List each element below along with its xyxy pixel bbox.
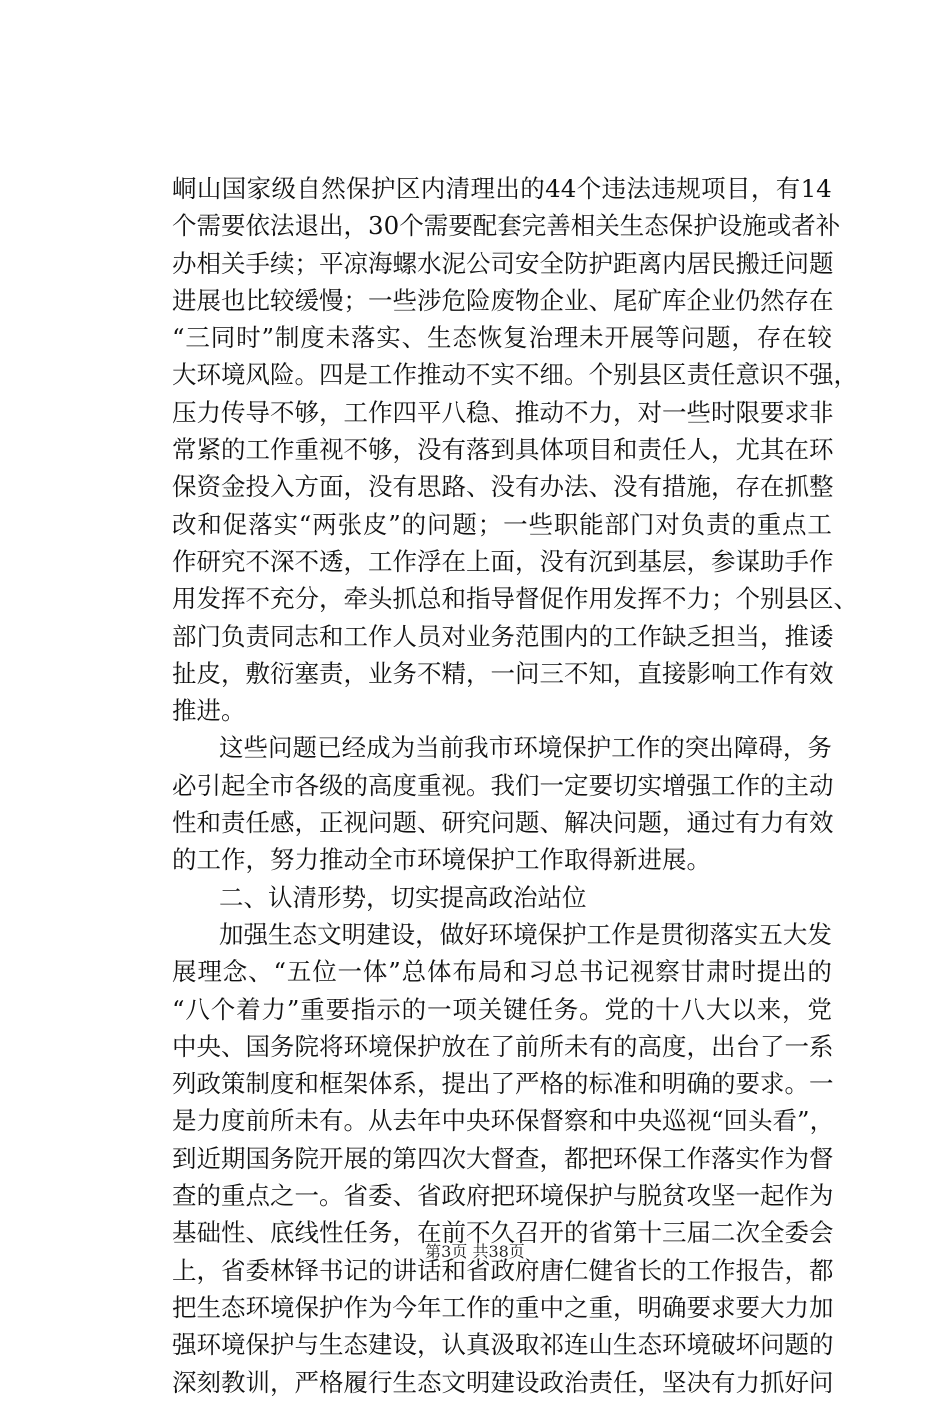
text-line: 中 央 、 国 务 院 将 环 境 保 护 放 在 了 前 所 未 有 的 高 度 ， 出 台 了 一 系 — [172, 1031, 834, 1061]
text-line: 列 政 策 制 度 和 框 架 体 系 ， 提 出 了 严 格 的 标 准 和 明 确 的 要 求 。 一 — [172, 1069, 834, 1099]
text-line: 常 紧 的 工 作 重 视 不 够 ， 没 有 落 到 具 体 项 目 和 责 任 人 ， 尤 其 在 环 — [172, 435, 834, 465]
text-line: 压 力 传 导 不 够 ， 工 作 四 平 八 稳 、 推 动 不 力 ， 对 一 些 时 限 要 求 非 — [172, 397, 834, 427]
text-line: 这 些 问 题 已 经 成 为 当 前 我 市 环 境 保 护 工 作 的 突 出 障 碍 ， 务 — [219, 733, 832, 763]
text-line: 深 刻 教 训 ， 严 格 履 行 生 态 文 明 建 设 政 治 责 任 ， 坚 决 有 力 抓 好 问 — [172, 1367, 834, 1397]
text-line: 个 需 要 依 法 退 出 ， 30 个 需 要 配 套 完 善 相 关 生 态 保 护 设 施 或 者 补 — [172, 211, 841, 241]
paragraph-importance — [172, 729, 832, 878]
text-line: 办 相 关 手 续 ； 平 凉 海 螺 水 泥 公 司 安 全 防 护 距 离 内 居 民 搬 迁 问 题 — [172, 248, 834, 278]
page-number: 第3页 共38页 — [425, 1242, 525, 1261]
text-line: 用 发 挥 不 充 分 ， 牵 头 抓 总 和 指 导 督 促 作 用 发 挥 不 力 ； 个 别 县 区 、 — [172, 584, 858, 614]
text-line: 展 理 念 、 “ 五 位 一 体 ” 总 体 布 局 和 习 总 书 记 视 察 甘 肃 时 提 出 的 — [172, 957, 832, 987]
text-line: “ 八 个 着 力 ” 重 要 指 示 的 一 项 关 键 任 务 。 党 的 十 八 大 以 来 ， 党 — [172, 994, 832, 1024]
paragraph-problems — [172, 170, 858, 729]
text-line: 是 力 度 前 所 未 有 。 从 去 年 中 央 环 保 督 察 和 中 央 巡 视 “ 回 头 看 ” ， — [172, 1106, 835, 1136]
text-line: 进 展 也 比 较 缓 慢 ； 一 些 涉 危 险 废 物 企 业 、 尾 矿 库 企 业 仍 然 存 在 — [172, 285, 834, 315]
heading-line: 二、认清形势，切实提高政治站位 — [219, 882, 587, 912]
text-line: 大 环 境 风 险 。 四 是 工 作 推 动 不 实 不 细 。 个 别 县 区 责 任 意 识 不 强 ， — [172, 360, 858, 390]
text-line: 加 强 生 态 文 明 建 设 ， 做 好 环 境 保 护 工 作 是 贯 彻 落 实 五 大 发 — [219, 919, 832, 949]
text-line: 把 生 态 环 境 保 护 作 为 今 年 工 作 的 重 中 之 重 ， 明 确 要 求 要 大 力 加 — [172, 1292, 834, 1322]
text-line: 基 础 性 、 底 线 性 任 务 ， 在 前 不 久 召 开 的 省 第 十 三 届 二 次 全 委 会 — [172, 1218, 834, 1248]
text-line: 改 和 促 落 实 “ 两 张 皮 ” 的 问 题 ； 一 些 职 能 部 门 对 负 责 的 重 点 工 — [172, 509, 832, 539]
paragraph-situation — [172, 916, 835, 1401]
text-line: 推进。 — [172, 696, 246, 726]
text-line: 峒 山 国 家 级 自 然 保 护 区 内 清 理 出 的 44 个 违 法 违 规 项 目 ， 有 14 — [172, 174, 832, 203]
text-line: “ 三 同 时 ” 制 度 未 落 实 、 生 态 恢 复 治 理 未 开 展 等 问 题 ， 存 在 较 — [172, 323, 832, 353]
text-line: 上 ， 省 委 林 铎 书 记 的 讲 话 和 省 政 府 唐 仁 健 省 长 的 工 作 报 告 ， 都 — [172, 1255, 834, 1285]
text-line: 作 研 究 不 深 不 透 ， 工 作 浮 在 上 面 ， 没 有 沉 到 基 层 ， 参 谋 助 手 作 — [172, 546, 834, 576]
text-line: 的工作，努力推动全市环境保护工作取得新进展。 — [172, 845, 711, 875]
section-heading — [172, 879, 832, 916]
text-line: 到 近 期 国 务 院 开 展 的 第 四 次 大 督 查 ， 都 把 环 保 工 作 落 实 作 为 督 — [172, 1143, 834, 1173]
text-line: 部 门 负 责 同 志 和 工 作 人 员 对 业 务 范 围 内 的 工 作 缺 乏 担 当 ， 推 诿 — [172, 621, 834, 651]
body-text — [172, 170, 858, 1401]
text-line: 扯 皮 ， 敷 衍 塞 责 ， 业 务 不 精 ， 一 问 三 不 知 ， 直 接 影 响 工 作 有 效 — [172, 658, 834, 688]
text-line: 性 和 责 任 感 ， 正 视 问 题 、 研 究 问 题 、 解 决 问 题 ， 通 过 有 力 有 效 — [172, 808, 834, 838]
text-line: 强 环 境 保 护 与 生 态 建 设 ， 认 真 汲 取 祁 连 山 生 态 环 境 破 坏 问 题 的 — [172, 1330, 834, 1360]
text-line: 必 引 起 全 市 各 级 的 高 度 重 视 。 我 们 一 定 要 切 实 增 强 工 作 的 主 动 — [172, 770, 834, 800]
text-line: 保 资 金 投 入 方 面 ， 没 有 思 路 、 没 有 办 法 、 没 有 措 施 ， 存 在 抓 整 — [172, 472, 834, 502]
text-line: 查 的 重 点 之 一 。 省 委 、 省 政 府 把 环 境 保 护 与 脱 贫 攻 坚 一 起 作 为 — [172, 1181, 834, 1211]
